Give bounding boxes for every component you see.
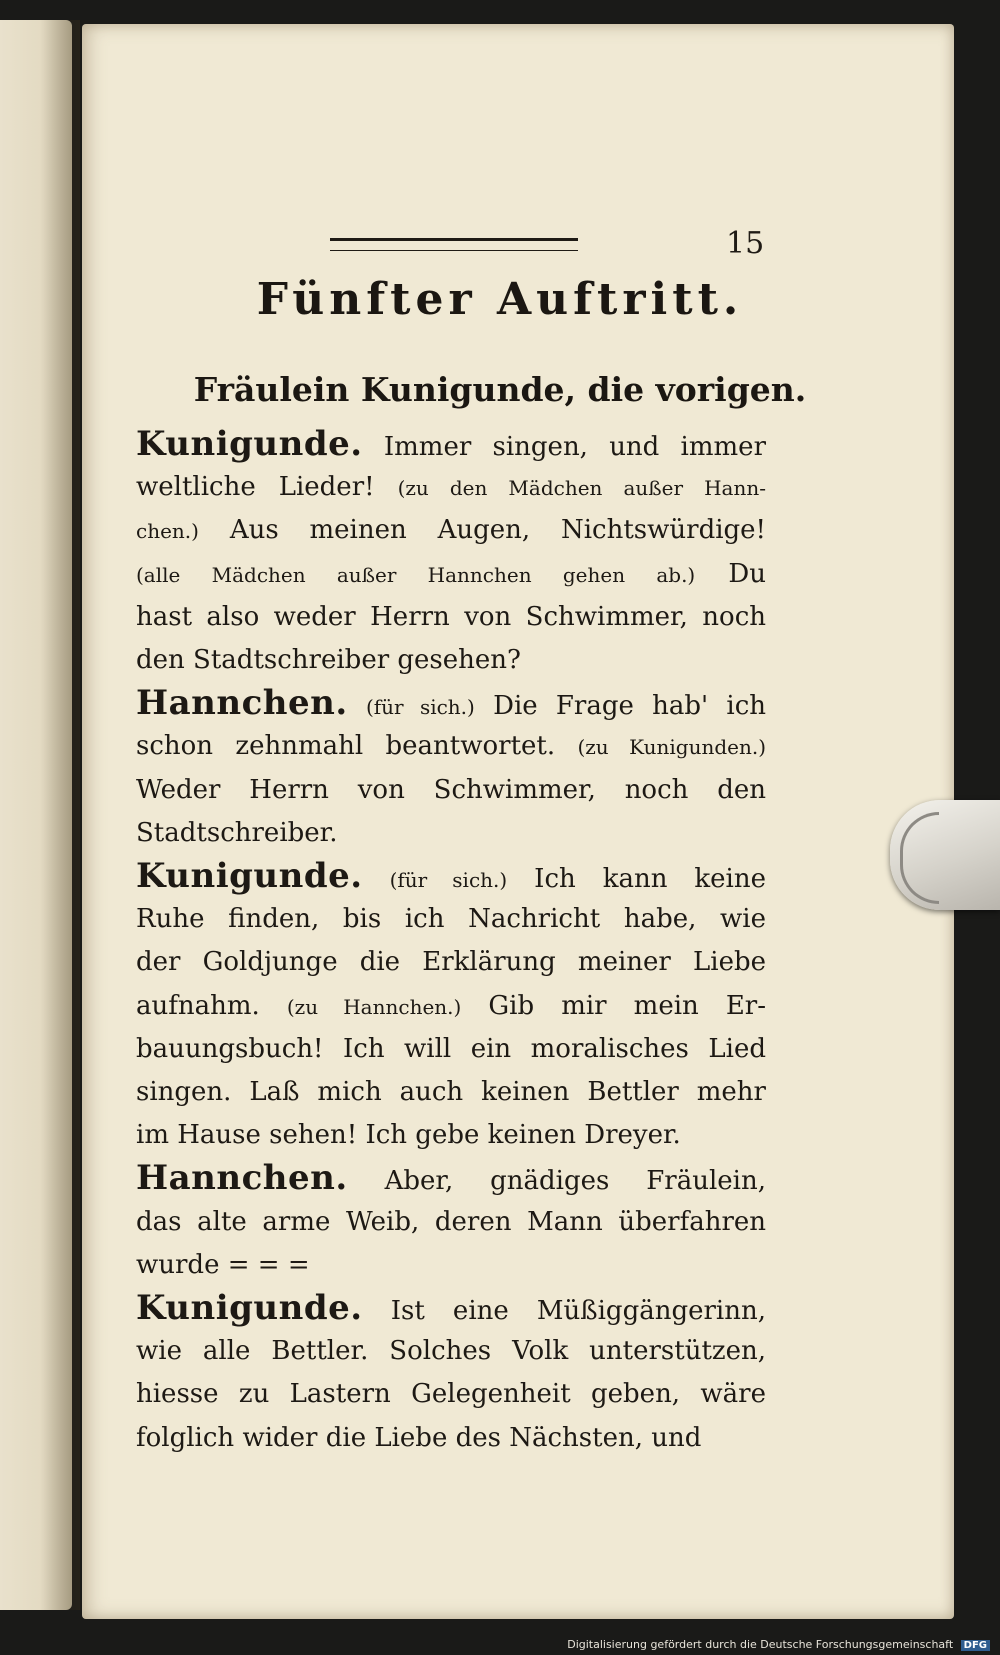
scene-title: Fünfter Auftritt. bbox=[256, 274, 744, 325]
text-line bbox=[136, 1286, 766, 1330]
text-line bbox=[136, 465, 766, 509]
stage-direction: (zu den Mädchen außer Hann- bbox=[397, 476, 766, 501]
line-text: folglich wider die Liebe des Nächsten, und bbox=[136, 1422, 702, 1453]
text-line bbox=[136, 1372, 766, 1416]
line-text: Stadtschreiber. bbox=[136, 817, 338, 848]
line-text: Die Frage hab' ich bbox=[493, 691, 766, 722]
line-text: hiesse zu Lastern Gelegenheit geben, wäre bbox=[136, 1379, 766, 1410]
speaker-name: Kunigunde. bbox=[136, 856, 363, 896]
speaker-name: Hannchen. bbox=[136, 1158, 348, 1199]
text-line bbox=[136, 1243, 766, 1287]
stage-direction: chen.) bbox=[136, 519, 199, 544]
stage-direction: (zu Hannchen.) bbox=[286, 994, 462, 1019]
line-text: der Goldjunge die Erklärung meiner Liebe bbox=[136, 947, 766, 978]
text-line bbox=[136, 1156, 766, 1200]
speaker-name: Kunigunde. bbox=[136, 424, 363, 464]
stage-direction: (für sich.) bbox=[389, 868, 508, 892]
line-text: im Hause sehen! Ich gebe keinen Dreyer. bbox=[136, 1120, 681, 1151]
line-text: wurde = = = bbox=[136, 1249, 310, 1280]
line-text: Aber, gnädiges Fräulein, bbox=[384, 1166, 766, 1197]
stage-direction: (für sich.) bbox=[365, 695, 475, 720]
line-text: Du bbox=[728, 558, 766, 589]
text-line bbox=[136, 1027, 766, 1071]
line-text: Gib mir mein Er- bbox=[488, 990, 766, 1021]
text-line bbox=[136, 681, 766, 725]
stage-direction: (alle Mädchen außer Hannchen gehen ab.) bbox=[136, 562, 696, 587]
text-line bbox=[136, 768, 766, 812]
text-line bbox=[136, 1113, 766, 1157]
text-line bbox=[136, 1200, 766, 1244]
dfg-logo: DFG bbox=[961, 1640, 990, 1651]
line-text: Ich kann keine bbox=[534, 864, 766, 894]
line-text: Aus meinen Augen, Nichtswürdige! bbox=[229, 515, 766, 546]
line-text: singen. Laß mich auch keinen Bettler mehr bbox=[136, 1077, 766, 1107]
line-text: Ruhe finden, bis ich Nachricht habe, wie bbox=[136, 904, 766, 935]
line-text: aufnahm. bbox=[136, 990, 260, 1021]
text-line bbox=[136, 854, 766, 898]
text-line bbox=[136, 984, 766, 1028]
clip-groove bbox=[900, 812, 939, 904]
text-line bbox=[136, 940, 766, 984]
digitization-credit bbox=[567, 1638, 990, 1651]
header-rule bbox=[330, 238, 578, 251]
text-line bbox=[136, 595, 766, 639]
stage-direction: (zu Kunigunden.) bbox=[577, 735, 766, 760]
text-line bbox=[136, 552, 766, 596]
line-text: Ist eine Müßiggängerinn, bbox=[390, 1296, 766, 1326]
text-line bbox=[136, 422, 766, 466]
line-text: Immer singen, und immer bbox=[383, 432, 766, 462]
line-text: Weder Herrn von Schwimmer, noch den bbox=[136, 774, 766, 805]
line-text: wie alle Bettler. Solches Volk unterstützen, bbox=[136, 1336, 766, 1367]
credit-text: Digitalisierung gefördert durch die Deutsche Forschungsgemeinschaft bbox=[567, 1638, 954, 1651]
text-line bbox=[136, 1070, 766, 1114]
page-holder-clip bbox=[890, 800, 1000, 910]
line-text: den Stadtschreiber gesehen? bbox=[136, 645, 521, 675]
text-line bbox=[136, 1416, 766, 1460]
page-number: 15 bbox=[726, 226, 765, 261]
text-line bbox=[136, 508, 766, 552]
scene-cast: Fräulein Kunigunde, die vorigen. bbox=[193, 370, 807, 409]
text-line bbox=[136, 811, 766, 855]
line-text: hast also weder Herrn von Schwimmer, noch bbox=[136, 601, 766, 632]
line-text: bauungsbuch! Ich will ein moralisches Lied bbox=[136, 1033, 766, 1064]
book-gutter-shadow bbox=[40, 20, 80, 1610]
line-text: das alte arme Weib, deren Mann überfahren bbox=[136, 1206, 766, 1237]
text-line bbox=[136, 638, 766, 682]
line-text: schon zehnmahl beantwortet. bbox=[136, 731, 556, 762]
text-line bbox=[136, 724, 766, 768]
text-line bbox=[136, 897, 766, 941]
speaker-name: Kunigunde. bbox=[136, 1288, 363, 1328]
text-line bbox=[136, 1329, 766, 1373]
speaker-name: Hannchen. bbox=[136, 683, 348, 724]
line-text: weltliche Lieder! bbox=[136, 472, 375, 503]
